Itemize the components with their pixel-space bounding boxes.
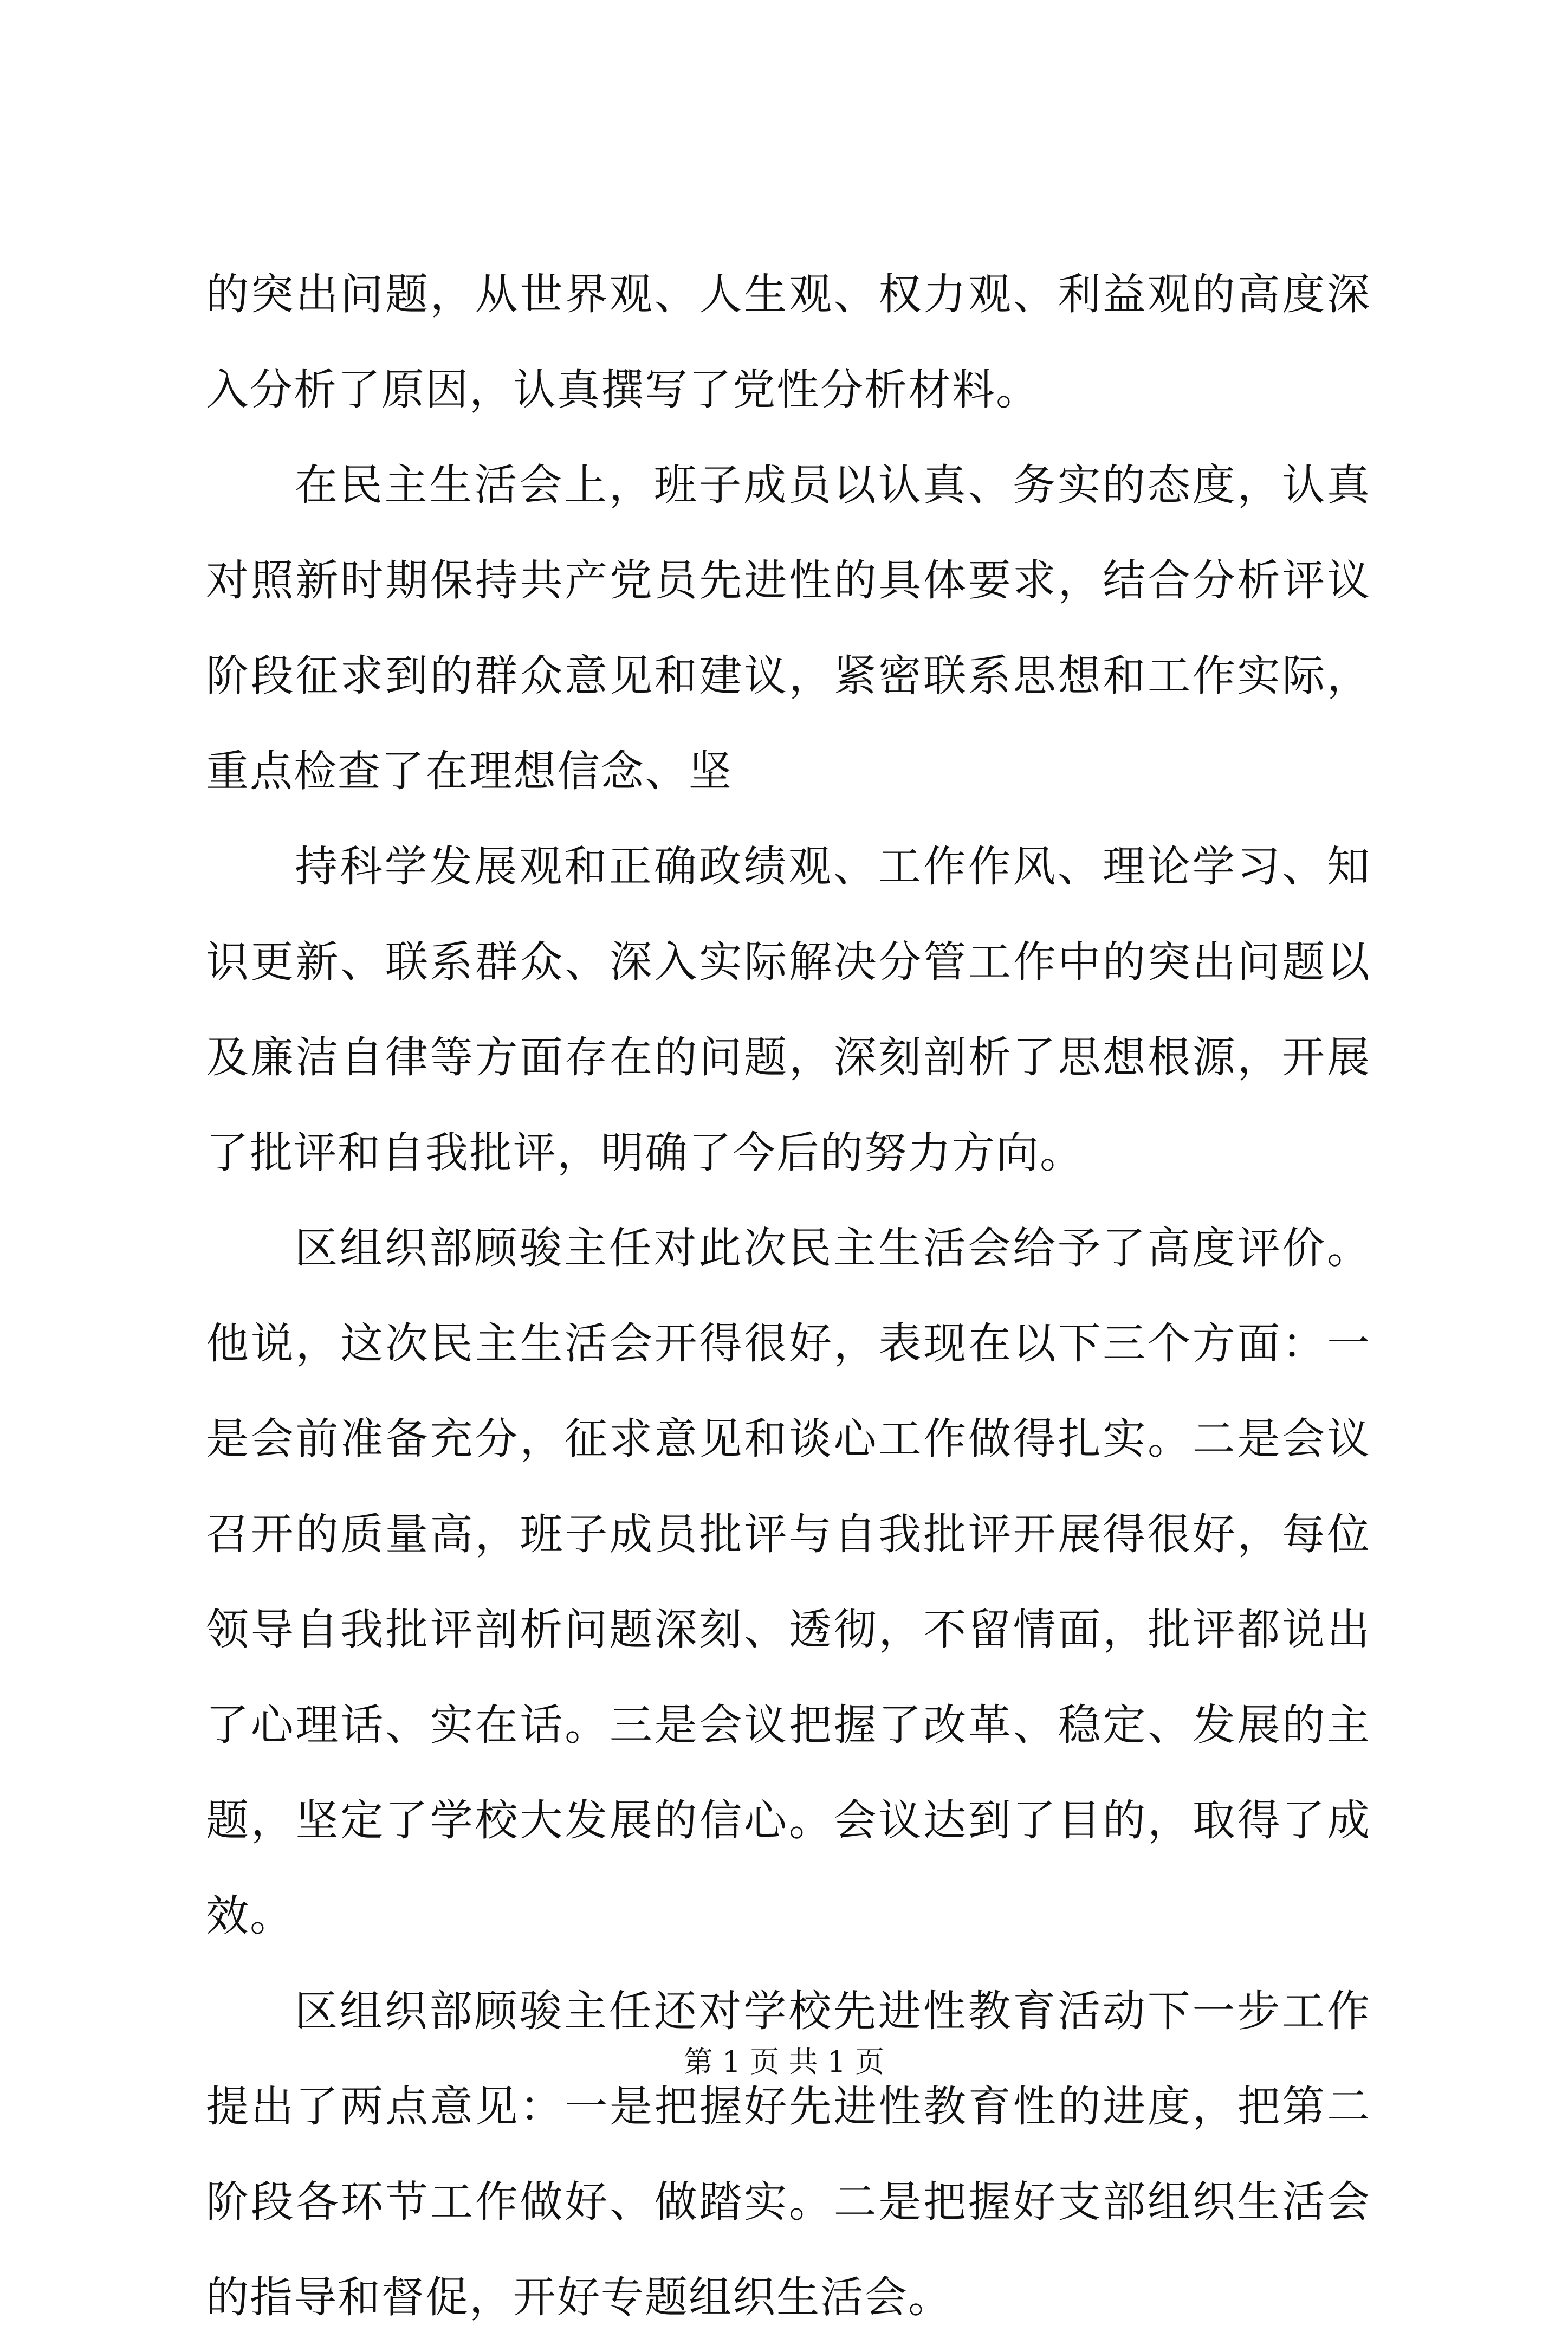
- paragraph-5: 区组织部顾骏主任还对学校先进性教育活动下一步工作提出了两点意见：一是把握好先进性教育性的进度，把第二阶段各环节工作做好、做踏实。二是把握好支部组织生活会的指导和督促，开好专题组织生活会。: [206, 1986, 1371, 2322]
- paragraph-2: 在民主生活会上，班子成员以认真、务实的态度，认真对照新时期保持共产党员先进性的具体要求，结合分析评议阶段征求到的群众意见和建议，紧密联系思想和工作实际，重点检查了在理想信念、坚: [206, 460, 1371, 796]
- document-body: [206, 247, 1371, 2345]
- paragraph-1: 的突出问题，从世界观、人生观、权力观、利益观的高度深入分析了原因，认真撰写了党性分析材料。: [206, 269, 1371, 415]
- page-number-footer: 第 1 页 共 1 页: [683, 2045, 885, 2079]
- paragraph-4: 区组织部顾骏主任对此次民主生活会给予了高度评价。他说，这次民主生活会开得很好，表现在以下三个方面：一是会前准备充分，征求意见和谈心工作做得扎实。二是会议召开的质量高，班子成员批评与自我批评开展得很好，每位领导自我批评剖析问题深刻、透彻，不留情面，批评都说出了心理话、实在话。三是会议把握了改革、稳定、发展的主题，坚定了学校大发展的信心。会议达到了目的，取得了成效。: [206, 1223, 1371, 1941]
- paragraph-3: 持科学发展观和正确政绩观、工作作风、理论学习、知识更新、联系群众、深入实际解决分管工作中的突出问题以及廉洁自律等方面存在的问题，深刻剖析了思想根源，开展了批评和自我批评，明确了今后的努力方向。: [206, 842, 1371, 1178]
